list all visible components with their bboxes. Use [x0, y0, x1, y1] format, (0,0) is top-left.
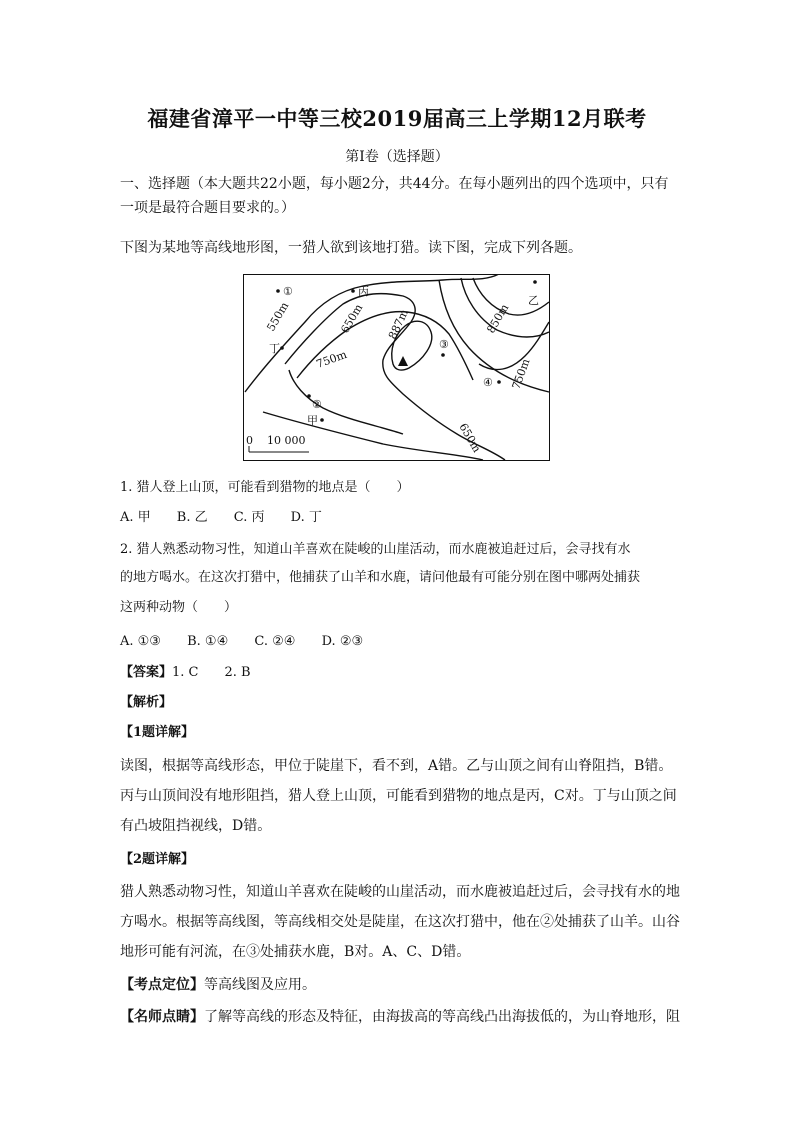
contour-map-svg	[243, 274, 550, 461]
detail-1-line2: 丙与山顶间没有地形阻挡，猎人登上山顶，可能看到猎物的地点是丙，C对。丁与山顶之间	[120, 788, 677, 804]
section-subtitle: 第Ⅰ卷（选择题）	[345, 149, 449, 165]
kaodian-label: 【考点定位】	[120, 977, 204, 993]
mingshi-text: 了解等高线的形态及特征，由海拔高的等高线凸出海拔低的，为山脊地形，阻	[204, 1009, 680, 1025]
detail-2-line3: 地形可能有河流，在③处捕获水鹿，B对。A、C、D错。	[120, 944, 471, 960]
scale-zero: 0	[246, 434, 253, 447]
q1-option-b: B. 乙	[176, 510, 208, 525]
mingshi-label: 【名师点睛】	[120, 1009, 204, 1025]
label-bing: 丙	[358, 285, 369, 298]
detail-2-label: 【2题详解】	[120, 852, 195, 867]
point-yi-dot	[533, 280, 537, 284]
label-650m-lower: 650m	[456, 421, 484, 455]
q2-option-b: B. ①④	[187, 634, 229, 649]
q2-option-a: A. ①③	[120, 634, 161, 649]
question-2-line1: 2. 猎人熟悉动物习性，知道山羊喜欢在陡峻的山崖活动，而水鹿被追赶过后，会寻找有水	[120, 542, 631, 557]
q1-option-d: D. 丁	[290, 510, 322, 525]
question-2-options	[120, 630, 385, 654]
point-4-dot	[497, 380, 501, 384]
label-point-4: ④	[483, 376, 493, 389]
label-650m-upper: 650m	[338, 301, 366, 336]
detail-2-line2: 方喝水。根据等高线图，等高线相交处是陡崖，在这次打猎中，他在②处捕获了山羊。山谷	[120, 914, 680, 930]
answer-label: 【答案】	[120, 665, 173, 680]
label-point-3: ③	[439, 338, 449, 351]
point-jia-dot	[320, 418, 324, 422]
detail-1-line3: 有凸坡阻挡视线，D错。	[120, 818, 272, 834]
point-2-dot	[307, 394, 311, 398]
q1-option-a: A. 甲	[120, 510, 151, 525]
label-887m: 887m	[385, 307, 412, 342]
page-title: 福建省漳平一中等三校2019届高三上学期12月联考	[147, 106, 647, 131]
detail-1-label: 【1题详解】	[120, 725, 195, 740]
answer-line	[120, 661, 251, 685]
detail-1-line1: 读图，根据等高线形态，甲位于陡崖下，看不到，A错。乙与山顶之间有山脊阻挡，B错。	[120, 758, 673, 774]
contour-map	[243, 274, 550, 461]
analysis-label: 【解析】	[120, 695, 173, 710]
question-2-line2: 的地方喝水。在这次打猎中，他捕获了山羊和水鹿，请问他最有可能分别在图中哪两处捕获	[120, 570, 641, 585]
label-850m: 850m	[484, 301, 512, 336]
answer-value: 1. C 2. B	[172, 665, 251, 680]
point-3-dot	[441, 353, 445, 357]
mingshi-line	[120, 1005, 680, 1029]
q2-option-d: D. ②③	[321, 634, 364, 649]
question-1-text: 1. 猎人登上山顶，可能看到猎物的地点是（ ）	[120, 480, 410, 495]
point-ding-dot	[280, 346, 284, 350]
kaodian-line	[120, 973, 680, 997]
label-jia: 甲	[307, 414, 318, 427]
kaodian-text: 等高线图及应用。	[204, 977, 316, 993]
section-instruction-line2: 一项是最符合题目要求的。）	[120, 200, 295, 216]
label-yi: 乙	[528, 294, 539, 307]
q1-option-c: C. 丙	[233, 510, 265, 525]
label-750m-east: 750m	[509, 357, 533, 392]
q2-option-c: C. ②④	[254, 634, 296, 649]
point-1-dot	[276, 289, 280, 293]
scale-10000: 10 000	[267, 434, 306, 447]
section-instruction-line1: 一、选择题（本大题共22小题，每小题2分，共44分。在每小题列出的四个选项中，只有	[120, 176, 669, 192]
detail-2-line1: 猎人熟悉动物习性，知道山羊喜欢在陡峻的山崖活动，而水鹿被追赶过后，会寻找有水的地	[120, 884, 680, 900]
point-bing-dot	[351, 289, 355, 293]
label-ding: 丁	[269, 342, 280, 355]
label-point-1: ①	[283, 285, 293, 298]
question-intro: 下图为某地等高线地形图，一猎人欲到该地打猎。读下图，完成下列各题。	[120, 240, 582, 256]
question-2-line3: 这两种动物（ ）	[120, 600, 238, 615]
label-550m: 550m	[264, 299, 292, 334]
label-750m-west: 750m	[314, 347, 349, 371]
question-1-options	[120, 506, 344, 530]
label-point-2: ②	[312, 398, 322, 411]
